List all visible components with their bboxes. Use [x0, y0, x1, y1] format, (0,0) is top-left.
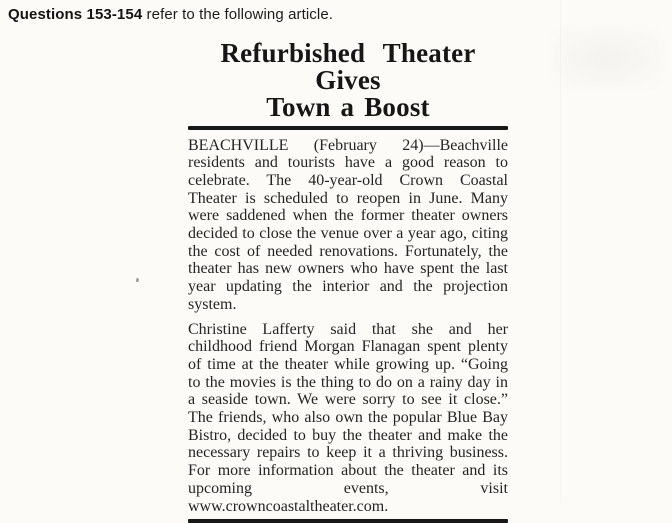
question-reference-text: refer to the following article.: [142, 6, 334, 23]
article-title-line-2: Town a Boost: [266, 92, 430, 122]
article-title: [188, 40, 508, 121]
top-rule: [188, 126, 508, 130]
article-title-line-1: Refurbished Theater Gives: [220, 38, 476, 95]
question-reference-line: [8, 6, 333, 23]
bottom-rule: [188, 519, 508, 523]
article-paragraph-1: BEACHVILLE (February 24)—Beachville residents and tourists have a good reason to celebrate. The 40-year-old Crown Coastal Theater is scheduled to reopen in June. Many were saddened when the former theater owners decided to close the venue over a year ago, citing the cost of needed renovations. Fortunately, the theater has new owners who have spent the last year updating the interior and the projection system.: [188, 136, 508, 313]
article-clipping: [188, 40, 508, 523]
question-numbers: Questions 153-154: [8, 6, 143, 23]
scan-artifact-smudge: [552, 28, 662, 88]
article-body: [188, 137, 508, 516]
scan-artifact-speck: [136, 278, 139, 282]
scan-artifact-line: [560, 0, 561, 503]
article-paragraph-2: Christine Lafferty said that she and her childhood friend Morgan Flanagan spent plenty of time at the theater while growing up. “Going to the movies is the thing to do on a rainy day in a seaside town. We were sorry to see it close.” The friends, who also own the popular Blue Bay Bistro, decided to buy the theater and make the necessary repairs to keep it a thriving business. For more information about the theater and its upcoming events, visit www.crowncoastaltheater.com.: [188, 320, 508, 515]
